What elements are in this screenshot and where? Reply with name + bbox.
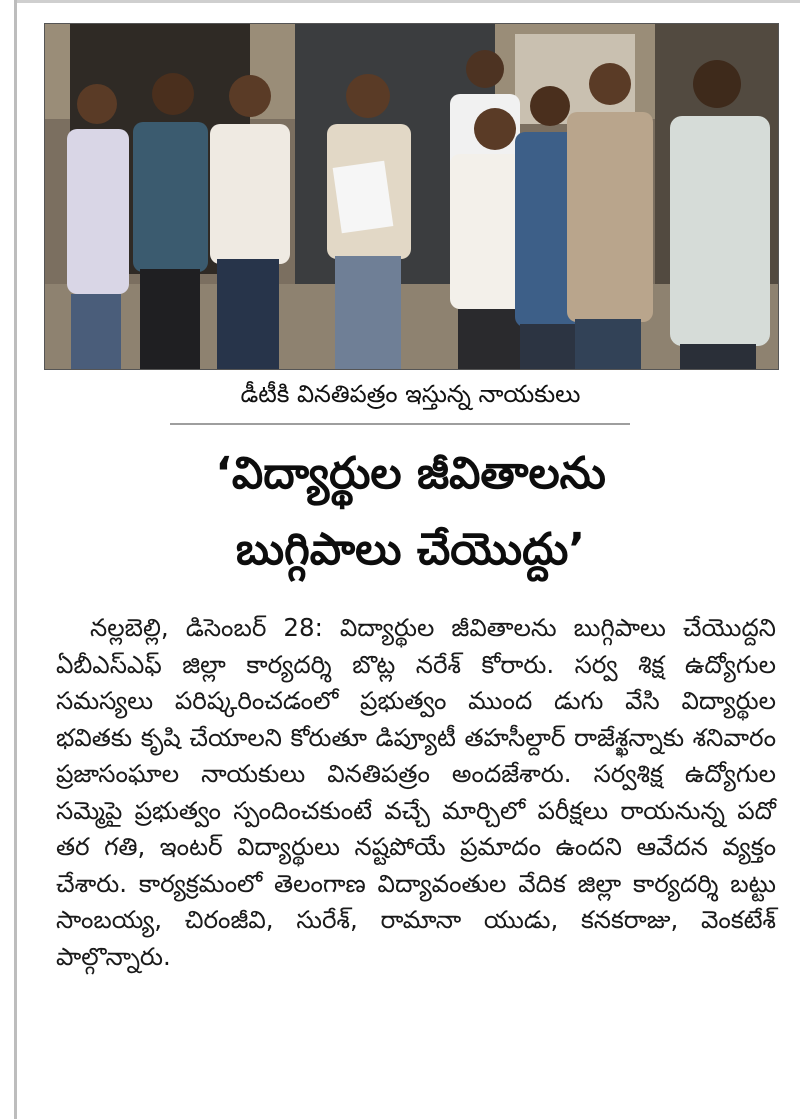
- photo-caption: డీటీకి వినతిపత్రం ఇస్తున్న నాయకులు: [240, 380, 581, 408]
- headline-line-1: ‘విద్యార్థుల జీవితాలను: [215, 448, 606, 499]
- page-border-left: [14, 0, 17, 1119]
- headline-line-2: బుగ్గిపాలు చేయొద్దు’: [235, 524, 586, 575]
- article-headline: [44, 436, 777, 588]
- page-border-top: [14, 0, 800, 3]
- news-photo: [44, 23, 779, 370]
- article-body: నల్లబెల్లి, డిసెంబర్ 28: విద్యార్థుల జీవితాలను బుగ్గిపాలు చేయొద్దని ఏబీఎస్ఎఫ్ జిల్లా కార్యదర్శి బొట్ల నరేశ్ కోరారు. సర్వ శిక్ష ఉద్యోగుల సమస్యలు పరిష్కరించడంలో ప్రభుత్వం ముంద డుగు వేసి విద్యార్థుల భవితకు కృషి చేయాలని కోరుతూ డిప్యూటీ తహసీల్దార్ రాజేశ్ఖన్నాకు శనివారం ప్రజాసంఘాల నాయకులు వినతిపత్రం అందజేశారు. సర్వశిక్ష ఉద్యోగుల సమ్మెపై ప్రభుత్వం స్పందించకుంటే వచ్చే మార్చిలో పరీక్షలు రాయనున్న పదో తర గతి, ఇంటర్ విద్యార్థులు నష్టపోయే ప్రమాదం ఉందని ఆవేదన వ్యక్తం చేశారు. కార్యక్రమంలో తెలంగాణ విద్యావంతుల వేదిక జిల్లా కార్యదర్శి బట్టు సాంబయ్య, చిరంజీవి, సురేశ్, రామానా యుడు, కనకరాజు, వెంకటేశ్ పాల్గొన్నారు.: [56, 613, 776, 971]
- caption-divider: [170, 423, 630, 425]
- group-photo-illustration: [45, 24, 778, 369]
